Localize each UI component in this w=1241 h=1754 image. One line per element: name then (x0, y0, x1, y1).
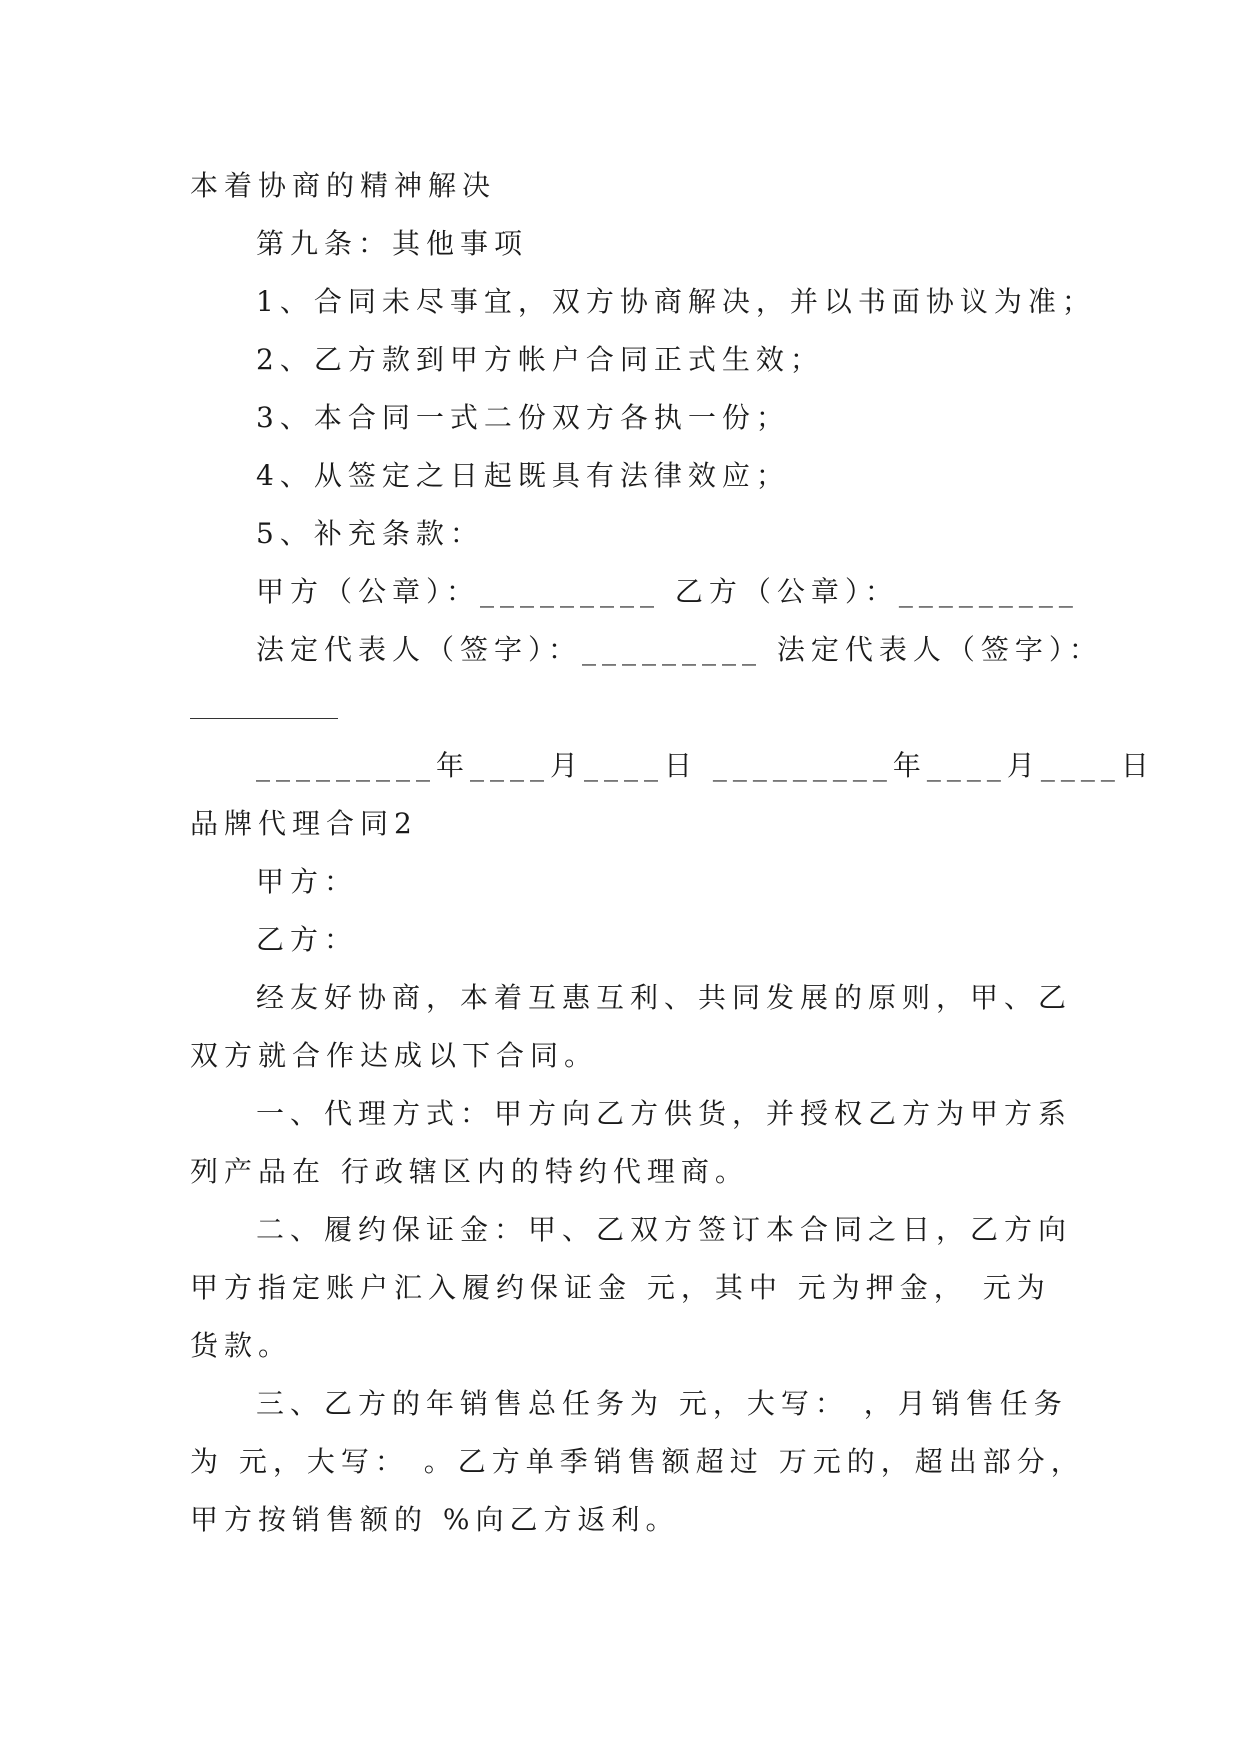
paragraph-line: 甲方指定账户汇入履约保证金 元，其中 元为押金， 元为 (190, 1271, 1051, 1304)
paragraph-line: 三、乙方的年销售总任务为 元，大写： ，月销售任务 (256, 1387, 1068, 1420)
signature-blank (190, 718, 338, 719)
date-line: _________年____月____日 _________年____月____日 (256, 749, 1155, 782)
paragraph-line: 双方就合作达成以下合同。 (190, 1039, 599, 1072)
text-line: 3、本合同一式二份双方各执一份； (256, 401, 790, 434)
paragraph-line: 二、履约保证金：甲、乙双方签订本合同之日，乙方向 (256, 1213, 1073, 1246)
clause-heading: 第九条：其他事项 (256, 227, 529, 260)
party-a-line: 甲方： (256, 865, 359, 898)
text-line: 1、合同未尽事宜，双方协商解决，并以书面协议为准； (256, 285, 1096, 318)
section-title: 品牌代理合同2 (190, 807, 418, 840)
text-line: 5、补充条款： (256, 517, 484, 550)
text-line: 2、乙方款到甲方帐户合同正式生效； (256, 343, 824, 376)
paragraph-line: 货款。 (190, 1329, 293, 1362)
paragraph-line: 经友好协商，本着互惠互利、共同发展的原则，甲、乙 (256, 981, 1073, 1014)
signature-line-seal: 甲方（公章）：_________ 乙方（公章）：_________ (256, 575, 1079, 608)
paragraph-line: 列产品在 行政辖区内的特约代理商。 (190, 1155, 749, 1188)
text-line: 本着协商的精神解决 (190, 169, 497, 202)
paragraph-line: 甲方按销售额的 %向乙方返利。 (190, 1503, 680, 1536)
paragraph-line: 一、代理方式：甲方向乙方供货，并授权乙方为甲方系 (256, 1097, 1073, 1130)
paragraph-line: 为 元，大写： 。乙方单季销售额超过 万元的，超出部分， (190, 1445, 1085, 1478)
party-b-line: 乙方： (256, 923, 359, 956)
text-line: 4、从签定之日起既具有法律效应； (256, 459, 790, 492)
signature-line-representative: 法定代表人（签字）：_________ 法定代表人（签字）： (256, 633, 1103, 666)
